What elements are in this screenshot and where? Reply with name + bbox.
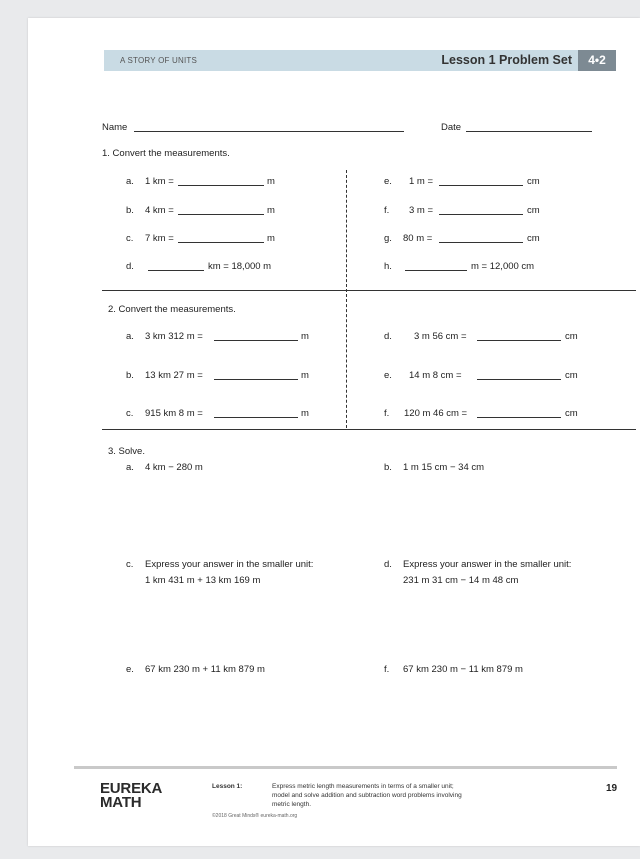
q3-b-letter: b. — [384, 462, 392, 473]
name-label: Name — [102, 122, 128, 133]
q1-f-unit: cm — [527, 205, 540, 216]
q2-a-unit: m — [301, 331, 309, 342]
name-line — [134, 131, 404, 132]
q1-b-letter: b. — [126, 205, 134, 216]
q1-a-unit: m — [267, 176, 275, 187]
q1-a-blank — [178, 185, 264, 186]
q2-d-expr: 3 m 56 cm = — [414, 331, 467, 342]
q1-e-blank — [439, 185, 523, 186]
q1-c-letter: c. — [126, 233, 134, 244]
eureka-math-logo — [100, 782, 162, 810]
q1-divider — [346, 170, 347, 292]
q2-b-letter: b. — [126, 370, 134, 381]
header-banner — [104, 50, 616, 71]
q1-c-unit: m — [267, 233, 275, 244]
q2-c-expr: 915 km 8 m = — [145, 408, 203, 419]
q3-c-letter: c. — [126, 559, 134, 570]
story-label: A STORY OF UNITS — [120, 56, 197, 65]
q1-title: 1. Convert the measurements. — [102, 148, 230, 159]
logo-line1: EUREKA — [100, 780, 163, 797]
q2-c-unit: m — [301, 408, 309, 419]
q2-title: 2. Convert the measurements. — [108, 304, 236, 315]
q3-b-expr: 1 m 15 cm − 34 cm — [403, 462, 485, 473]
q2-e-unit: cm — [565, 370, 578, 381]
q2-a-blank — [214, 340, 298, 341]
q2-e-expr: 14 m 8 cm = — [409, 370, 462, 381]
q1-g-expr: 80 m = — [403, 233, 433, 244]
q1-f-blank — [439, 214, 523, 215]
page-number: 19 — [606, 783, 618, 794]
q1-e-expr: 1 m = — [409, 176, 434, 187]
q3-d-instruction: Express your answer in the smaller unit: — [403, 559, 572, 570]
q1-e-unit: cm — [527, 176, 540, 187]
date-label: Date — [441, 122, 462, 133]
q3-e-expr: 67 km 230 m + 11 km 879 m — [145, 664, 265, 675]
q2-a-expr: 3 km 312 m = — [145, 331, 203, 342]
footer-lesson-label: Lesson 1: — [212, 783, 243, 790]
q1-separator — [102, 290, 636, 291]
lesson-title: Lesson 1 Problem Set — [441, 53, 572, 67]
date-line — [466, 131, 592, 132]
footer-desc-line1: Express metric length measurements in terms of a smaller unit; — [272, 783, 454, 790]
q2-f-unit: cm — [565, 408, 578, 419]
q3-d-letter: d. — [384, 559, 392, 570]
q1-b-expr: 4 km = — [145, 205, 174, 216]
footer-desc-line3: metric length. — [272, 801, 312, 808]
q2-a-letter: a. — [126, 331, 134, 342]
q1-h-letter: h. — [384, 261, 392, 272]
q1-g-blank — [439, 242, 523, 243]
q1-a-expr: 1 km = — [145, 176, 174, 187]
q2-f-blank — [477, 417, 561, 418]
q1-c-blank — [178, 242, 264, 243]
q1-e-letter: e. — [384, 176, 392, 187]
q1-b-blank — [178, 214, 264, 215]
footer-copyright: ©2018 Great Minds® eureka-math.org — [212, 813, 298, 819]
q3-d-expr: 231 m 31 cm − 14 m 48 cm — [403, 575, 519, 586]
logo-line2: MATH — [100, 794, 142, 811]
q3-e-letter: e. — [126, 664, 134, 675]
q1-d-blank — [148, 270, 204, 271]
grade-module-badge: 4•2 — [578, 50, 616, 71]
q2-d-unit: cm — [565, 331, 578, 342]
q1-g-letter: g. — [384, 233, 392, 244]
q1-h-blank — [405, 270, 467, 271]
footer-bar — [74, 766, 617, 769]
q2-c-letter: c. — [126, 408, 134, 419]
q2-separator — [102, 429, 636, 430]
q3-f-letter: f. — [384, 664, 390, 675]
q3-c-expr: 1 km 431 m + 13 km 169 m — [145, 575, 261, 586]
q2-f-expr: 120 m 46 cm = — [404, 408, 468, 419]
q1-d-letter: d. — [126, 261, 134, 272]
footer-desc-line2: model and solve addition and subtraction word problems involving — [272, 792, 462, 799]
q2-f-letter: f. — [384, 408, 390, 419]
q3-a-letter: a. — [126, 462, 134, 473]
q2-d-blank — [477, 340, 561, 341]
q2-b-unit: m — [301, 370, 309, 381]
q3-title: 3. Solve. — [108, 446, 145, 457]
q1-f-expr: 3 m = — [409, 205, 434, 216]
q3-f-expr: 67 km 230 m − 11 km 879 m — [403, 664, 523, 675]
q1-b-unit: m — [267, 205, 275, 216]
q1-f-letter: f. — [384, 205, 390, 216]
q2-d-letter: d. — [384, 331, 392, 342]
q2-divider — [346, 294, 347, 428]
worksheet-page — [28, 18, 640, 846]
q1-g-unit: cm — [527, 233, 540, 244]
q3-a-expr: 4 km − 280 m — [145, 462, 203, 473]
q2-e-letter: e. — [384, 370, 392, 381]
q3-c-instruction: Express your answer in the smaller unit: — [145, 559, 314, 570]
q1-h-expr: m = 12,000 cm — [471, 261, 535, 272]
q1-c-expr: 7 km = — [145, 233, 174, 244]
q2-b-blank — [214, 379, 298, 380]
q2-b-expr: 13 km 27 m = — [145, 370, 203, 381]
q2-e-blank — [477, 379, 561, 380]
q1-d-expr: km = 18,000 m — [208, 261, 272, 272]
q2-c-blank — [214, 417, 298, 418]
q1-a-letter: a. — [126, 176, 134, 187]
